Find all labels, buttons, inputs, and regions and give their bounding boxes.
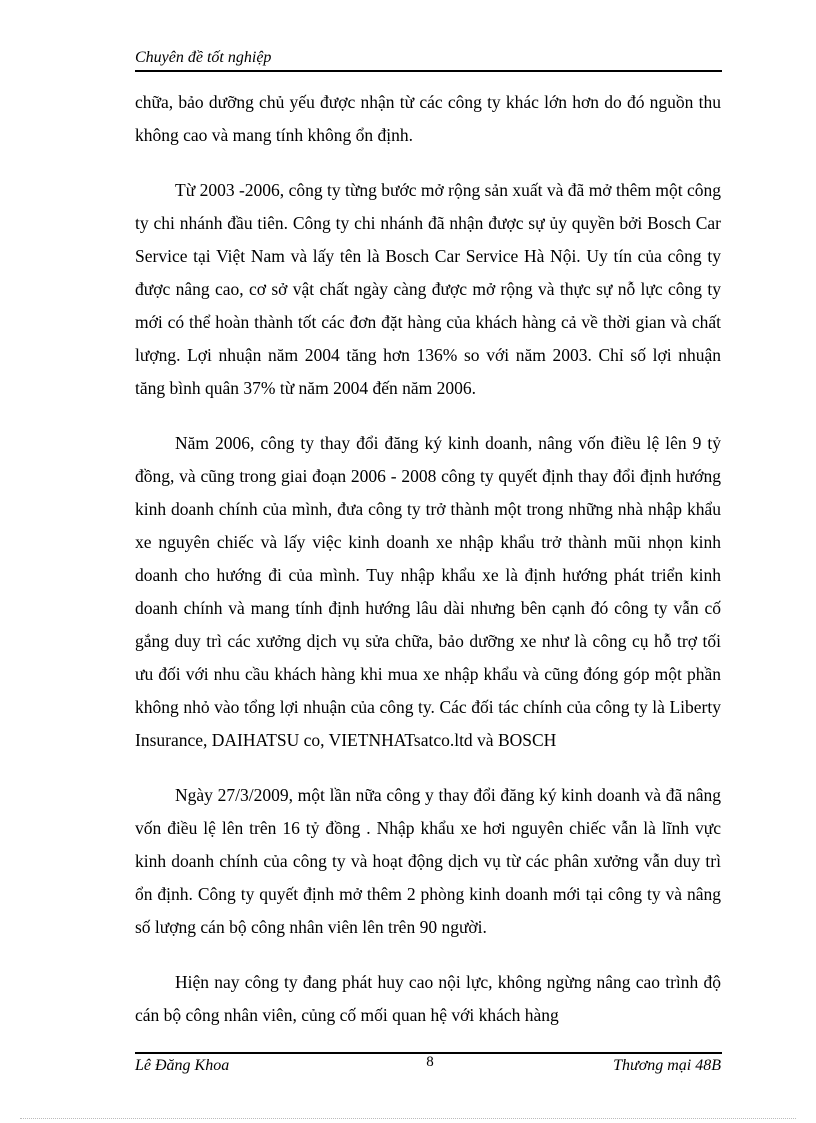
paragraph-2003-2006: Từ 2003 -2006, công ty từng bước mở rộng sản xuất và đã mở thêm một công ty chi nhánh đầu tiên. Công ty chi nhánh đã nhận được sự ủy quyền bởi Bosch Car Service tại Việt Nam và lấy tên là Bosch Car Service Hà Nội. Uy tín của công ty được nâng cao, cơ sở vật chất ngày càng được mở rộng và thực sự nỗ lực công ty mới có thể hoàn thành tốt các đơn đặt hàng của khách hàng cả về thời gian và chất lượng. Lợi nhuận năm 2004 tăng hơn 136% so với năm 2003. Chỉ số lợi nhuận tăng bình quân 37% từ năm 2004 đến năm 2006. — [135, 180, 721, 398]
footer-class: Thương mại 48B — [613, 1057, 721, 1074]
header-divider — [135, 70, 722, 72]
page-header-title: Chuyên đề tốt nghiệp — [135, 49, 272, 66]
page-number: 8 — [426, 1054, 434, 1070]
paragraph-2009: Ngày 27/3/2009, một lần nữa công y thay đổi đăng ký kinh doanh và đã nâng vốn điều lệ lên trên 16 tỷ đồng . Nhập khẩu xe hơi nguyên chiếc vẫn là lĩnh vực kinh doanh chính của công ty và hoạt động dịch vụ từ các phân xưởng vẫn duy trì ổn định. Công ty quyết định mở thêm 2 phòng kinh doanh mới tại công ty và nâng số lượng cán bộ công nhân viên lên trên 90 người. — [135, 785, 721, 937]
footer-author: Lê Đăng Khoa — [135, 1057, 230, 1074]
paragraph-continuation: chữa, bảo dưỡng chủ yếu được nhận từ các công ty khác lớn hơn do đó nguồn thu không cao và mang tính không ổn định. — [135, 92, 721, 145]
paragraph-current: Hiện nay công ty đang phát huy cao nội lực, không ngừng nâng cao trình độ cán bộ công nhân viên, củng cố mối quan hệ với khách hàng — [135, 972, 721, 1025]
document-body — [135, 86, 721, 1054]
page-bottom-dotted-line — [20, 1118, 796, 1119]
paragraph-2006: Năm 2006, công ty thay đổi đăng ký kinh doanh, nâng vốn điều lệ lên 9 tỷ đồng, và cũng trong giai đoạn 2006 - 2008 công ty quyết định thay đổi định hướng kinh doanh chính của mình, đưa công ty trở thành một trong những nhà nhập khẩu xe nguyên chiếc và lấy việc kinh doanh xe nhập khẩu trở thành mũi nhọn kinh doanh cho hướng đi của mình. Tuy nhập khẩu xe là định hướng phát triển kinh doanh chính và mang tính định hướng lâu dài nhưng bên cạnh đó công ty vẫn cố gắng duy trì các xưởng dịch vụ sửa chữa, bảo dưỡng xe như là công cụ hỗ trợ tối ưu đối với nhu cầu khách hàng khi mua xe nhập khẩu và cũng đóng góp một phần không nhỏ vào tổng lợi nhuận của công ty. Các đối tác chính của công ty là Liberty Insurance, DAIHATSU co, VIETNHATsatco.ltd và BOSCH — [135, 433, 721, 750]
